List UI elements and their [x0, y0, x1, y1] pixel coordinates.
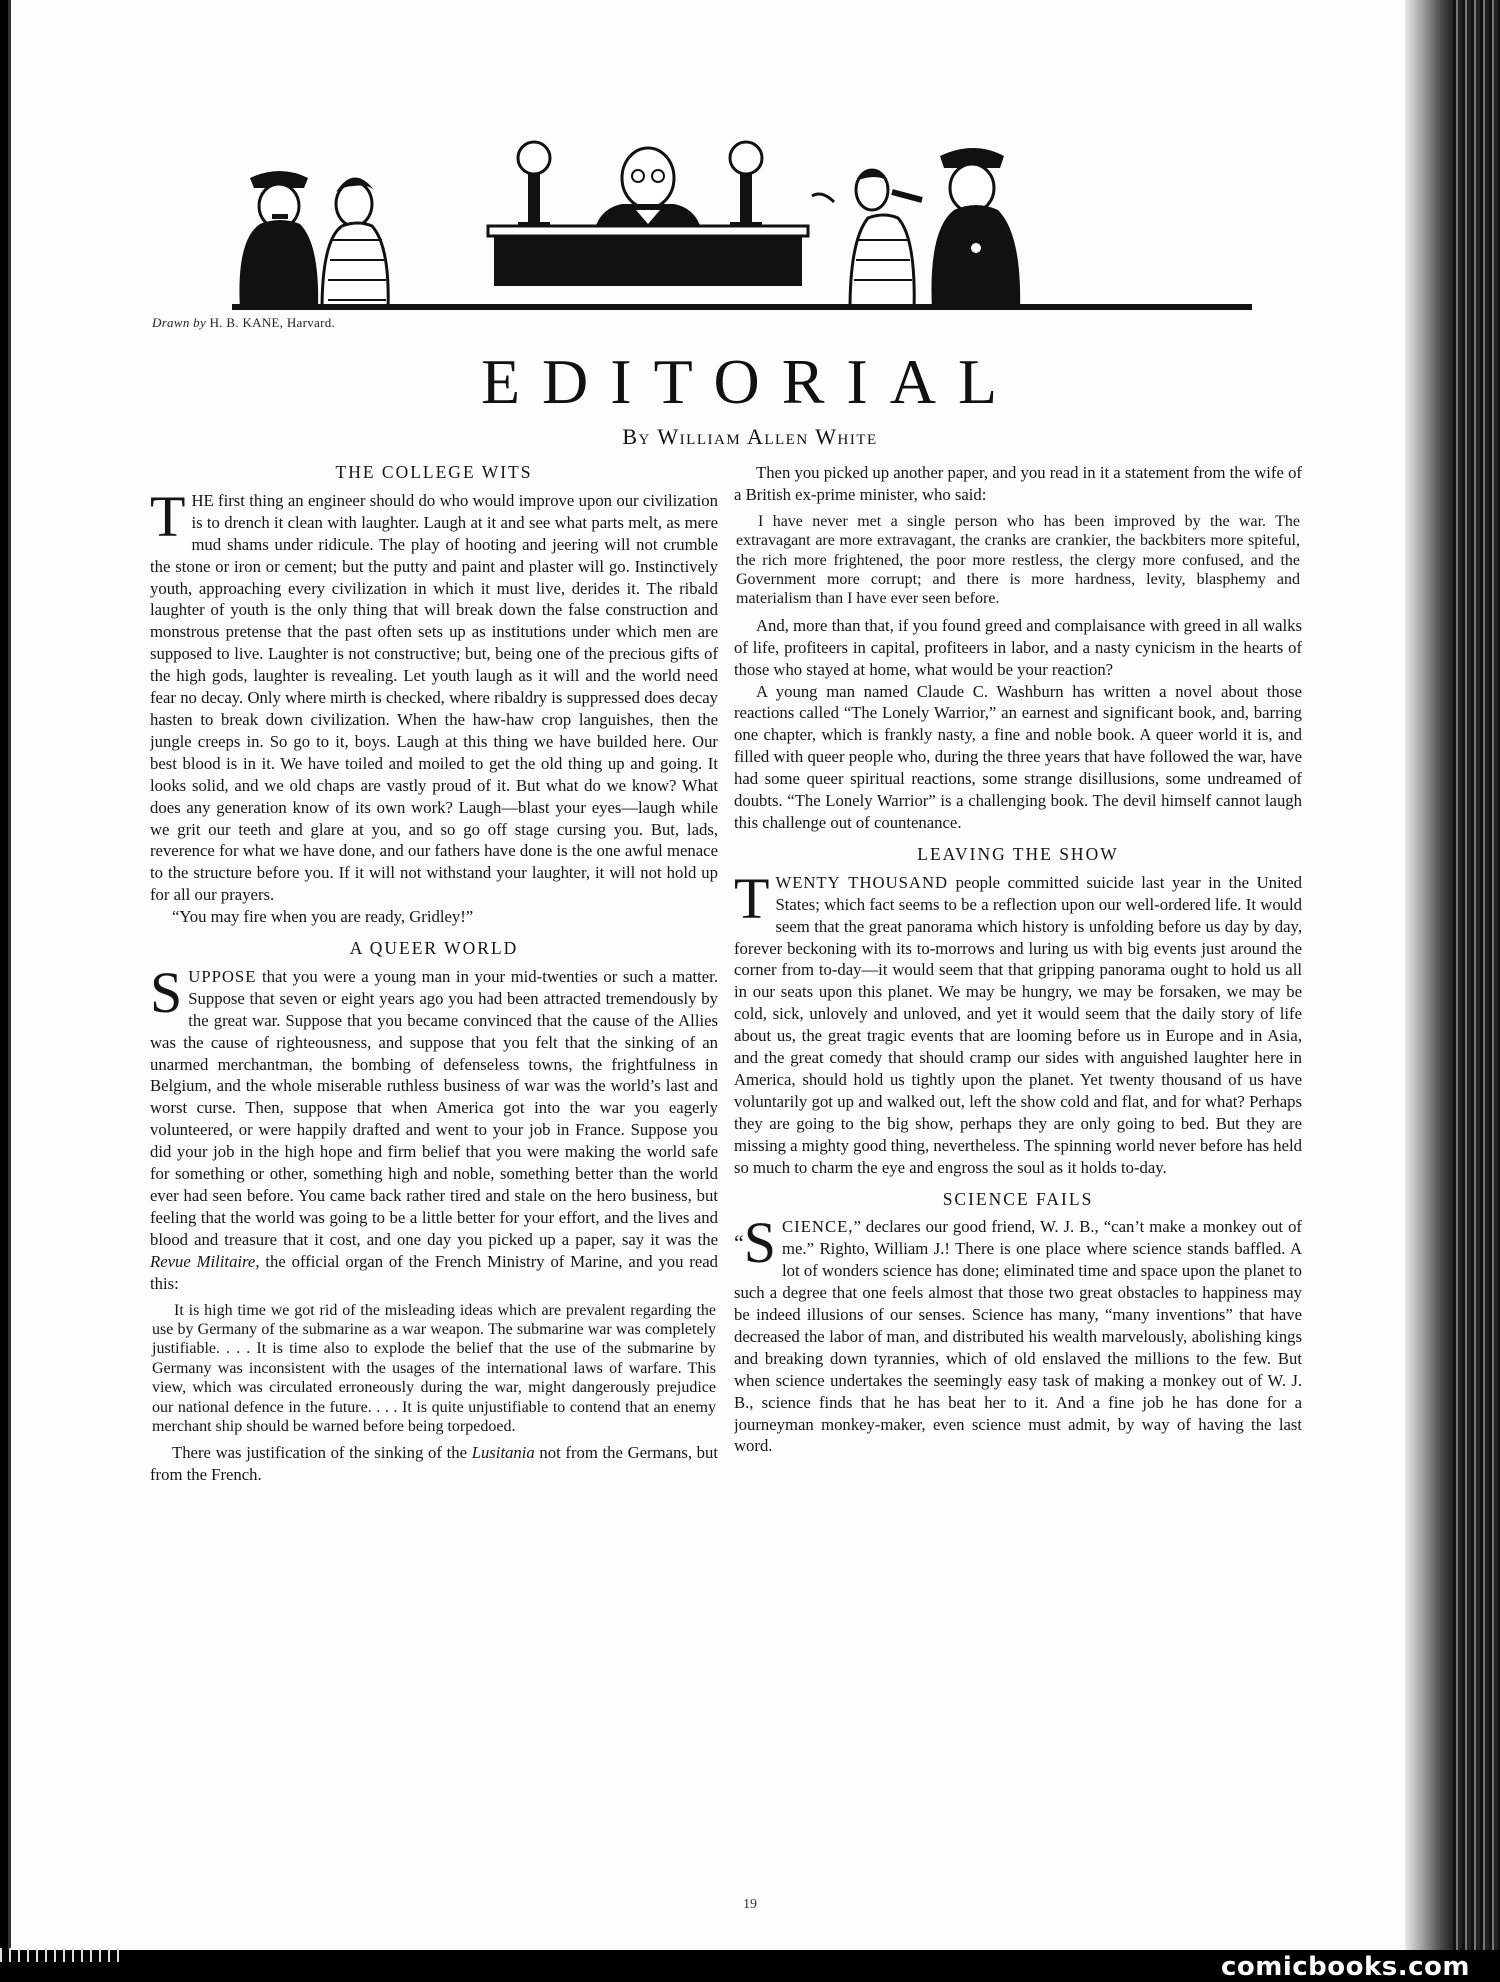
credit-drawn-by: Drawn by	[152, 315, 207, 330]
dropcap	[734, 1210, 777, 1276]
policeman-left	[239, 171, 318, 310]
credit-artist: H. B. KANE, Harvard.	[209, 315, 336, 330]
leaving-show-text: people committed suicide last year in the United States; which fact seems to be a reflection upon our well-ordered life. It would seem that the great panorama which history is unfolding before us day by day, forever beckoning with its to-morrows and luring us with big events just around the corner from to-day—it would seem that that gripping panorama ought to hold us all in our seats upon this planet. We may be hungry, we may be forsaken, we may be cold, sick, unlovely and unloved, and yet it would seem that the daily story of life about us, the great tragic events that are looming before us in Europe and in Asia, and the great comedy that should cramp our sides with anguished laughter here in America, should hold us tightly upon the planet. Yet twenty thousand of us have voluntarily got up and walked out, left the show cold and flat, and for what? Perhaps they are going to the big show, perhaps they are only going to bed. But they are missing a mighty good thing, nevertheless. The spinning world never before has held so much to charm the eye and engross the soul as it holds to-day.	[734, 872, 1302, 1177]
queer-world-text-2: There was justification of the sinking of the	[172, 1443, 472, 1463]
science-fails-text: ” declares our good friend, W. J. B., “can’t make a monkey out of me.” Righto, William J.! There is one place where science stands baffled. A lot of wonders science has done; eliminated time and space upon the planet to such a degree that one feels almost that those two great obstacles to happiness may be indeed illusions of our senses. Science has many, “many inventions” that have decreased the labor of man, and distributed his wealth marvelously, abolishing kings and breaking down tyrannies, which of old enslaved the millions to the few. But when science undertakes the seemingly easy task of making a monkey out of W. J. B., science finds that he has beat her to it. And a fine job he has done for a journeyman monkey-maker, even science must admit, by way of having the last word.	[734, 1217, 1302, 1456]
dropcap: T	[734, 865, 770, 931]
lamp-right	[730, 142, 762, 230]
college-wits-text: HE first thing an engineer should do who would improve upon our civilization is to drench it clean with laughter. Laugh at it and see what parts melt, as mere mud shams under ridicule. The play of hooting and jeering will not crumble the stone or iron or cement; but the putty and paint and plaster will go. Instinctively youth, approaching every civilization in which it must live, derides it. The ribald laughter of youth is the only thing that will break down the false construction and monstrous pretense that the past often sets up as institutions under which men are supposed to live. Laughter is not constructive; but, being one of the precious gifts of the high gods, laughter is revealing. Let youth laugh as it will and the world need fear no decay. Only where mirth is checked, where ribaldry is suppressed does decay hasten to break down civilization. When the haw-haw crop languishes, then the jungle creeps in. So go to it, boys. Laugh at this thing we have builded here. Our best blood is in it. We have toiled and moiled to get the old thing up and going. It looks solid, and we old chaps are vastly proud of it. But what do we know? What does any generation know of its own work? Laugh—blast your eyes—laugh while we grit our teeth and glare at you, and so go off stage cursing you. But, lads, reverence for what we have done, and our fathers have done is the one awful menace to the structure before you. If it will not withstand your laughter, it will not hold up for all our prayers.	[150, 490, 718, 905]
college-wits-paragraph-1	[150, 483, 718, 906]
book-edge	[1453, 0, 1500, 1982]
lamp-left	[518, 142, 550, 230]
college-wits-paragraph-2: “You may fire when you are ready, Gridley!”	[172, 907, 474, 927]
lead-in: WENTY THOUSAND	[775, 872, 949, 892]
queer-world-text-end: the official organ of the French Ministry of Marine, and you read this:	[150, 1251, 718, 1293]
scan-ticks	[0, 1948, 120, 1962]
watermark: comicbooks.com	[1220, 1952, 1470, 1982]
judge-bench	[488, 226, 808, 286]
queer-world-text: that you were a young man in your mid-twenties or such a matter. Suppose that seven or eight years ago you had been attracted tremendously by the great war. Suppose that you became convinced that the cause of the Allies was the cause of righteousness, and suppose that you felt that the sinking of an unarmed merchantman, the bombing of defenseless towns, the frightfulness in Belgium, and the whole miserable ruthless business of war was the world’s last and worst curse. Then, suppose that when America got into the war you eagerly volunteered, or were happily drafted and went to your job in France. Suppose you did your job in the high hope and firm belief that you were making the world safe for something or other, something high and noble, something better than the world ever had seen before. You came back rather tired and stale on the hero business, but feeling that the world was going to be a little better for your effort, and the lives and blood and treasure that it cost, and one day you picked up a paper, say it was the	[150, 966, 718, 1249]
ground-line	[232, 304, 1252, 310]
open-quote: “	[734, 1230, 744, 1256]
page-title: EDITORIAL	[480, 346, 1020, 417]
queer-world-paragraph-3: Then you picked up another paper, and you read in it a statement from the wife of a British ex-prime minister, who said:	[734, 463, 1302, 504]
ship-name: Lusitania	[471, 1443, 535, 1463]
left-column	[150, 462, 718, 1872]
queer-world-paragraph-4: And, more than that, if you found greed and complaisance with greed in all walks of life, profiteers in capital, profiteers in labor, and a nasty cynicism in the hearts of those who stayed at home, what would be your reaction?	[734, 615, 1302, 679]
dropcap: S	[150, 959, 183, 1025]
queer-world-paragraph-1	[150, 959, 718, 1295]
lead-in: UPPOSE	[188, 966, 257, 986]
block-quote-wife: I have never met a single person who has been improved by the war. The extravagant are more extravagant, the cranks are crankier, the backbiters more spiteful, the rich more frightened, the poor more restless, the clergy more confused, and the Government more corrupt; and there is more hardness, levity, blasphemy and materialism than I have ever seen before.	[736, 512, 1300, 608]
page-gutter-shadow	[1405, 0, 1453, 1950]
dropcap: T	[150, 483, 186, 549]
page-number: 19	[743, 1897, 757, 1912]
prisoner-left	[322, 177, 388, 310]
editorial-header-illustration	[232, 130, 1252, 310]
heading-college-wits: THE COLLEGE WITS	[335, 462, 533, 482]
queer-world-paragraph-5: A young man named Claude C. Washburn has written a novel about those reactions called “The Lonely Warrior,” an earnest and significant book, and, barring one chapter, which is frankly nasty, a fine and noble book. A queer world it is, and filled with queer people who, during the three years that have followed the war, have had some queer spiritual reactions, some strange disillusions, some undreamed of doubts. “The Lonely Warrior” is a challenging book. The devil himself cannot laugh this challenge out of countenance.	[734, 681, 1302, 832]
queer-world-text-2-end: not from the Germans, but from the French.	[150, 1443, 718, 1485]
paper-name: Revue Militaire,	[150, 1251, 260, 1271]
leaving-show-paragraph	[734, 865, 1302, 1179]
heading-leaving-show: LEAVING THE SHOW	[917, 843, 1119, 864]
heading-queer-world: A QUEER WORLD	[349, 938, 519, 959]
heading-science-fails: SCIENCE FAILS	[942, 1188, 1094, 1209]
lead-in: CIENCE,	[782, 1217, 854, 1237]
illustration-credit	[152, 315, 335, 331]
right-column	[734, 462, 1302, 1872]
block-quote-revue: It is high time we got rid of the misleading ideas which are prevalent regarding the use by Germany of the submarine as a war weapon. The submarine war was completely justifiable. . . . It is time also to explode the belief that the use of the submarine by Germany was inconsistent with the usages of the international laws of warfare. This view, which was circulated erroneously during the war, might dangerously prejudice our national defence in the future. . . . It is quite unjustifiable to contend that an enemy merchant ship should be warned before being torpedoed.	[152, 1301, 716, 1435]
science-fails-paragraph	[734, 1210, 1302, 1457]
byline: By William Allen White	[622, 424, 878, 449]
dropcap-letter: S	[743, 1210, 777, 1276]
queer-world-paragraph-2	[150, 1442, 718, 1486]
